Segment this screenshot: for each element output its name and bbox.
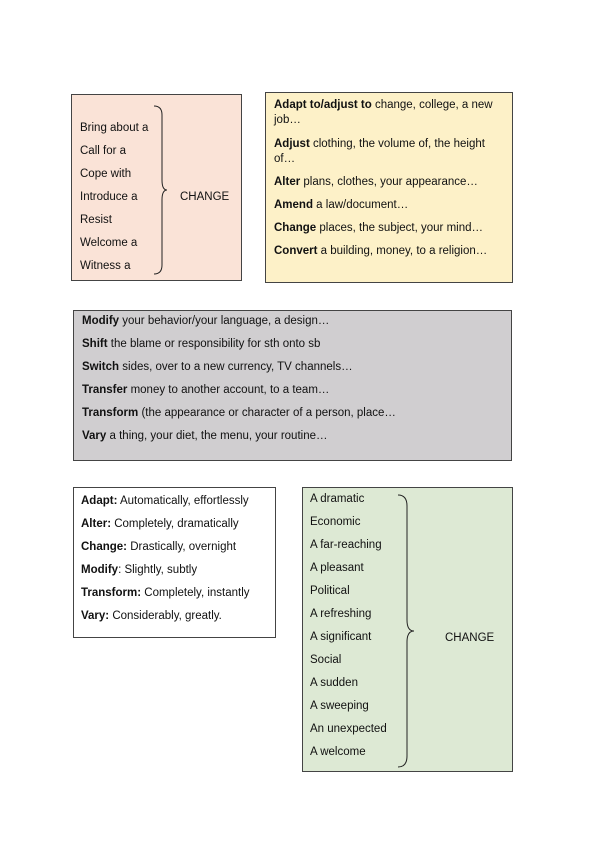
verb-term: Vary [82,430,107,442]
verb-term: Vary: [81,610,110,622]
adjective-item: A pleasant [310,562,364,574]
adjective-item: A sudden [310,677,358,689]
verb-term: Alter: [81,518,112,530]
adverb-entry [81,495,249,507]
adjective-item: Economic [310,516,361,528]
verb-examples: places, the subject, your mind… [316,222,484,234]
verb-examples: the blame or responsibility for sth onto sb [107,338,321,350]
adverb-entry [81,564,197,576]
phrase-item: Bring about a [80,122,149,134]
adverb-list: Drastically, overnight [127,541,237,553]
verb-entry [274,244,508,259]
adverb-list: Automatically, effortlessly [117,495,249,507]
adjective-item: A welcome [310,746,366,758]
verb-term: Adapt to/adjust to [274,99,372,111]
phrase-item: Cope with [80,168,132,180]
verb-examples: a thing, your diet, the menu, your routine… [106,430,328,442]
adjective-item: A refreshing [310,608,372,620]
adverbs-box [73,487,276,638]
verb-examples: (the appearance or character of a person, place… [138,407,396,419]
verb-term: Switch [82,361,120,373]
verb-entry [82,361,353,373]
verb-term: Convert [274,245,318,257]
verb-entry [82,430,328,442]
verb-examples: a law/document… [312,199,409,211]
verb-entry [82,315,329,327]
verb-entry [82,407,396,419]
adverb-entry [81,587,250,599]
verb-term: Change [274,222,317,234]
brace-icon [396,494,416,768]
adverb-list: : Slightly, subtly [118,564,198,576]
adverb-entry [81,610,222,622]
phrases-box [71,94,242,281]
verb-term: Change: [81,541,127,553]
verb-examples: a building, money, to a religion… [317,245,488,257]
verb-term: Transform [82,407,139,419]
adjective-item: An unexpected [310,723,387,735]
phrase-item: Resist [80,214,112,226]
adjective-item: A significant [310,631,372,643]
verb-examples: money to another account, to a team… [127,384,330,396]
verb-term: Adapt: [81,495,118,507]
verb-entry [274,198,508,213]
phrase-item: Witness a [80,260,131,272]
verb-entry [274,175,508,190]
change-word: CHANGE [445,632,495,644]
verb-term: Transform: [81,587,142,599]
verb-entry [82,338,320,350]
verb-term: Shift [82,338,108,350]
verb-entry [274,221,508,236]
adjectives-box [302,487,513,772]
phrase-item: Introduce a [80,191,138,203]
verbs-box [265,92,513,283]
verb-examples: plans, clothes, your appearance… [300,176,478,188]
phrase-item: Call for a [80,145,127,157]
verb-term: Adjust [274,138,310,150]
adjective-item: A dramatic [310,493,365,505]
verb-entry [274,137,508,167]
verb-examples: clothing, the volume of, the height of… [274,138,485,165]
adverb-entry [81,518,239,530]
verb-examples: your behavior/your language, a design… [119,315,330,327]
change-word: CHANGE [180,191,230,203]
adjective-item: A sweeping [310,700,369,712]
adjective-item: Political [310,585,350,597]
adjective-item: Social [310,654,342,666]
adjective-item: A far-reaching [310,539,382,551]
verb-term: Amend [274,199,313,211]
adverb-entry [81,541,236,553]
more-verbs-box [73,310,512,461]
adverb-list: Considerably, greatly. [109,610,222,622]
verb-term: Modify [82,315,120,327]
adverb-list: Completely, dramatically [111,518,239,530]
verb-term: Modify [81,564,119,576]
phrase-item: Welcome a [80,237,138,249]
verb-term: Alter [274,176,301,188]
brace-icon [152,105,168,275]
verb-examples: change, college, a new job… [274,99,493,126]
verb-term: Transfer [82,384,128,396]
verb-examples: sides, over to a new currency, TV channels… [119,361,353,373]
verb-entry [274,98,508,128]
verb-entry [82,384,329,396]
adverb-list: Completely, instantly [141,587,250,599]
